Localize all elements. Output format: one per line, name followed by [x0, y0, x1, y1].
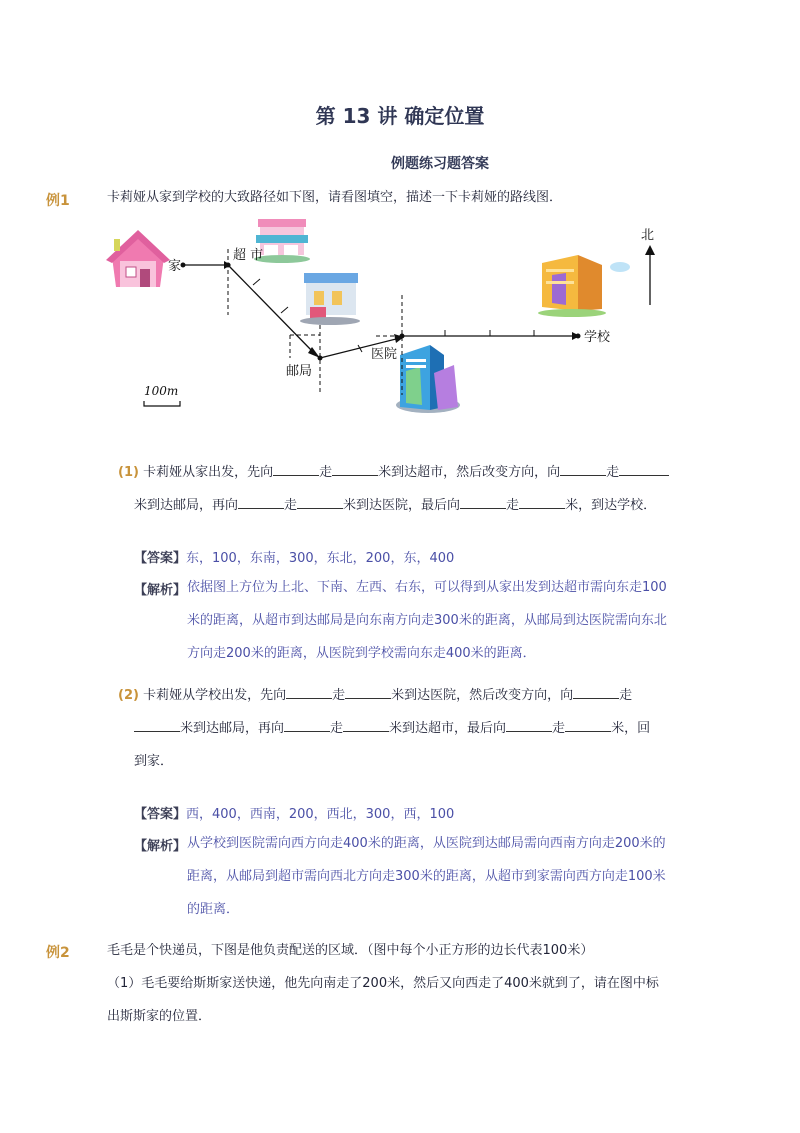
q2-analysis: 从学校到医院需向西方向走400米的距离，从医院到达邮局需向西南方向走200米的 距离，从邮局到超市需向西北方向走300米的距离，从超市到家需向西方向走100米 的距离． — [187, 836, 666, 917]
example2-q1-line2: 出斯斯家的位置． — [107, 1009, 212, 1024]
blank[interactable] — [286, 684, 332, 699]
school-label: 学校 — [584, 330, 611, 345]
blank[interactable] — [506, 717, 552, 732]
q1-analysis-label: 【解析】 — [134, 583, 187, 598]
example2-label: 例2 — [46, 945, 70, 961]
blank[interactable] — [345, 684, 391, 699]
example2-q1-line1: （1）毛毛要给斯斯家送快递，他先向南走了200米，然后又向西走了400米就到了，请在图中标 — [107, 976, 659, 991]
school-icon — [538, 255, 630, 317]
supermarket-label: 超 市 — [233, 248, 264, 263]
hospital-label: 医院 — [371, 347, 398, 362]
q1-line1: (1) 卡莉娅从家出发，先向 走 米到达超市，然后改变方向，向 走 — [118, 456, 669, 489]
route-map — [100, 215, 660, 415]
q2-line2: 米到达邮局，再向 走 米到达超市，最后向 走 米，回 — [134, 712, 650, 745]
q2-analysis-label: 【解析】 — [134, 839, 187, 854]
scale-bar — [144, 401, 180, 406]
post-office-label: 邮局 — [286, 364, 313, 379]
hospital-icon — [396, 345, 460, 413]
example1-label: 例1 — [46, 193, 70, 209]
blank[interactable] — [238, 494, 284, 509]
q1-line2: 米到达邮局，再向 走 米到达医院，最后向 走 米，到达学校． — [134, 489, 656, 522]
home-label: 家 — [168, 259, 182, 274]
page-subtitle: 例题练习题答案 — [391, 156, 489, 172]
q2-number: (2) — [118, 688, 139, 703]
q1-analysis: 依据图上方位为上北、下南、左西、右东，可以得到从家出发到达超市需向东走100 米的距离，从超市到达邮局是向东南方向走300米的距离，从邮局到达医院需向东北 方向走200米的距离，从医院到学校需向东走400米的距离． — [187, 580, 667, 661]
blank[interactable] — [560, 461, 606, 476]
example1-intro: 卡莉娅从家到学校的大致路径如下图，请看图填空，描述一下卡莉娅的路线图． — [107, 190, 563, 205]
post-office-icon — [300, 273, 360, 325]
q1-answer: 【答案】东，100，东南，300，东北，200，东，400 — [134, 551, 455, 566]
page-title: 第 13 讲 确定位置 — [315, 104, 485, 128]
blank[interactable] — [460, 494, 506, 509]
scale-label: 100m — [144, 384, 179, 398]
blank[interactable] — [343, 717, 389, 732]
example2-intro: 毛毛是个快递员，下图是他负责配送的区域．（图中每个小正方形的边长代表100米） — [107, 943, 594, 958]
q2-line3: 到家． — [134, 754, 174, 769]
blank[interactable] — [565, 717, 611, 732]
blank[interactable] — [619, 461, 669, 476]
north-label: 北 — [641, 228, 655, 243]
blank[interactable] — [332, 461, 378, 476]
blank[interactable] — [273, 461, 319, 476]
blank[interactable] — [297, 494, 343, 509]
blank[interactable] — [134, 717, 180, 732]
q2-line1: (2) 卡莉娅从学校出发，先向 走 米到达医院，然后改变方向，向 走 — [118, 679, 632, 712]
q1-number: (1) — [118, 465, 139, 480]
blank[interactable] — [573, 684, 619, 699]
q2-answer: 【答案】西，400，西南，200，西北，300，西，100 — [134, 807, 455, 822]
blank[interactable] — [284, 717, 330, 732]
blank[interactable] — [519, 494, 565, 509]
house-icon — [106, 230, 170, 287]
